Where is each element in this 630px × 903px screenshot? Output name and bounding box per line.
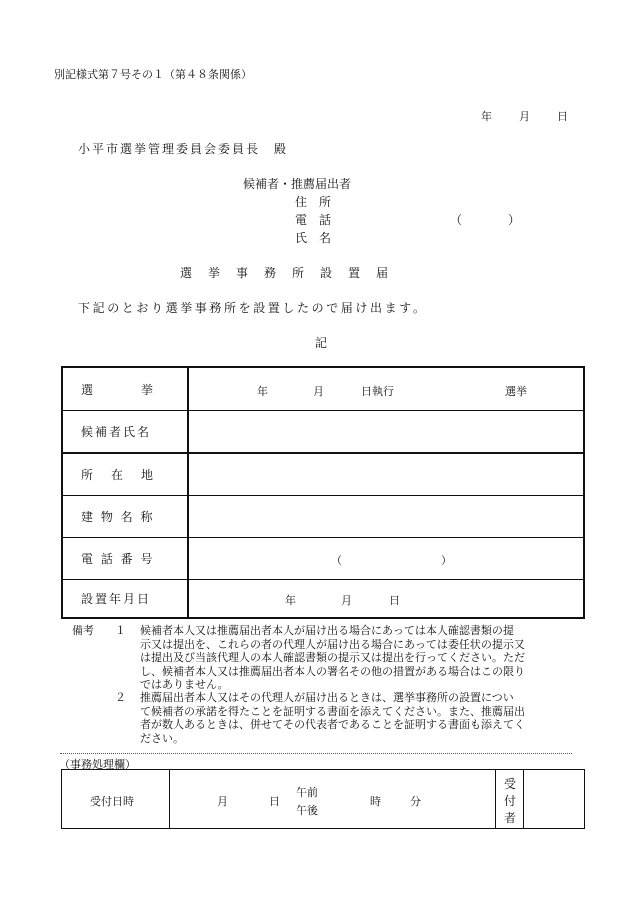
phone-paren-close: ） (508, 213, 521, 227)
received-datetime-cell[interactable] (170, 770, 496, 828)
row-building (63, 496, 583, 538)
election-name: 選挙 (505, 385, 527, 398)
date-year-label: 年 (481, 110, 492, 123)
date-month-label: 月 (519, 110, 530, 123)
note-2-line: 推薦届出者本人又はその代理人が届け出るときは、選挙事務所の設置につい (140, 691, 514, 704)
note-1-line: 示又は提出を、これらの者の代理人が届け出る場合にあっては委任状の提示又 (140, 637, 525, 651)
row-phone-label: 電 話 番 号 (81, 552, 155, 566)
received-label-cell (62, 770, 170, 828)
notes-heading: 備考 (72, 624, 94, 637)
row-phone (63, 538, 583, 580)
note-1-line: ではありません。 (140, 678, 229, 691)
setup-day: 日 (389, 594, 400, 607)
note-2-line: て候補者の承諾を得たことを証明する書面を添えてください。また、推薦届出 (140, 704, 525, 718)
setup-month: 月 (341, 594, 352, 607)
date-day-label: 日 (557, 110, 568, 123)
row-setup-date-label: 設置年月日 (81, 592, 152, 606)
received-day: 日 (269, 795, 280, 808)
row-setup-date (63, 580, 583, 617)
note-1-number: １ (115, 624, 126, 637)
receiver-value-cell[interactable] (524, 770, 584, 828)
row-setup-date-value[interactable] (189, 580, 583, 617)
form-id: 別記様式第７号その１（第４８条関係） (54, 68, 252, 81)
election-year: 年 (257, 385, 268, 398)
receiver-label-cell (496, 770, 524, 828)
note-2-line: 者が数人あるときは、併せてその代表者であることを証明する書面も添えてく (140, 718, 525, 731)
received-hour: 時 (370, 795, 381, 808)
table-column-divider (187, 368, 189, 617)
intro-text: 下記のとおり選挙事務所を設置したので届け出ます。 (78, 301, 428, 315)
note-2-line: ださい。 (140, 731, 184, 745)
cut-line (60, 753, 572, 754)
note-2-number: ２ (115, 691, 126, 704)
row-location-label: 所 在 地 (81, 468, 157, 482)
row-election-label: 選 挙 (81, 382, 154, 397)
row-candidate (63, 411, 583, 454)
row-election (63, 368, 583, 411)
received-minute: 分 (410, 795, 421, 808)
name-label: 氏 名 (295, 231, 332, 245)
row-candidate-value[interactable] (189, 411, 583, 452)
phone-paren-open: （ (450, 213, 463, 227)
row-phone-value[interactable] (189, 538, 583, 579)
note-1-text (140, 624, 580, 692)
row-election-value[interactable] (189, 368, 583, 410)
document-title: 選 挙 事 務 所 設 置 届 (180, 266, 391, 280)
row-building-value[interactable] (189, 496, 583, 537)
phone-close: ） (441, 554, 452, 567)
election-day-exec: 日執行 (361, 385, 394, 398)
received-am: 午前 (296, 786, 318, 799)
row-building-label: 建 物 名 称 (81, 510, 155, 524)
office-heading: （事務処理欄） (59, 758, 136, 771)
note-1-line: し、候補者本人又は推薦届出者本人の署名その他の措置がある場合はこの限り (140, 664, 525, 678)
note-2-text (140, 691, 580, 745)
receiver-char: 付 (504, 794, 517, 808)
address-label: 住 所 (295, 195, 332, 209)
phone-open: （ (331, 554, 342, 567)
receiver-char: 者 (504, 811, 517, 825)
receiver-char: 受 (504, 777, 517, 791)
addressee: 小平市選挙管理委員会委員長 殿 (78, 142, 289, 156)
note-1-line: は提出及び当該代理人の本人確認書類の提示又は提出を行ってください。ただ (140, 651, 525, 664)
note-1-line: 候補者本人又は推薦届出者本人が届け出る場合にあっては本人確認書類の提 (140, 624, 514, 637)
phone-label: 電 話 (295, 213, 332, 227)
received-label: 受付日時 (90, 795, 134, 808)
applicant-title: 候補者・推薦届出者 (243, 177, 352, 191)
row-location (63, 454, 583, 496)
received-pm: 午後 (296, 804, 318, 817)
main-table (61, 366, 585, 619)
setup-year: 年 (285, 594, 296, 607)
election-month: 月 (313, 385, 324, 398)
row-candidate-label: 候補者氏名 (81, 425, 152, 439)
ki-mark: 記 (315, 336, 328, 350)
office-table (61, 769, 585, 829)
row-location-value[interactable] (189, 454, 583, 495)
received-month: 月 (217, 795, 228, 808)
